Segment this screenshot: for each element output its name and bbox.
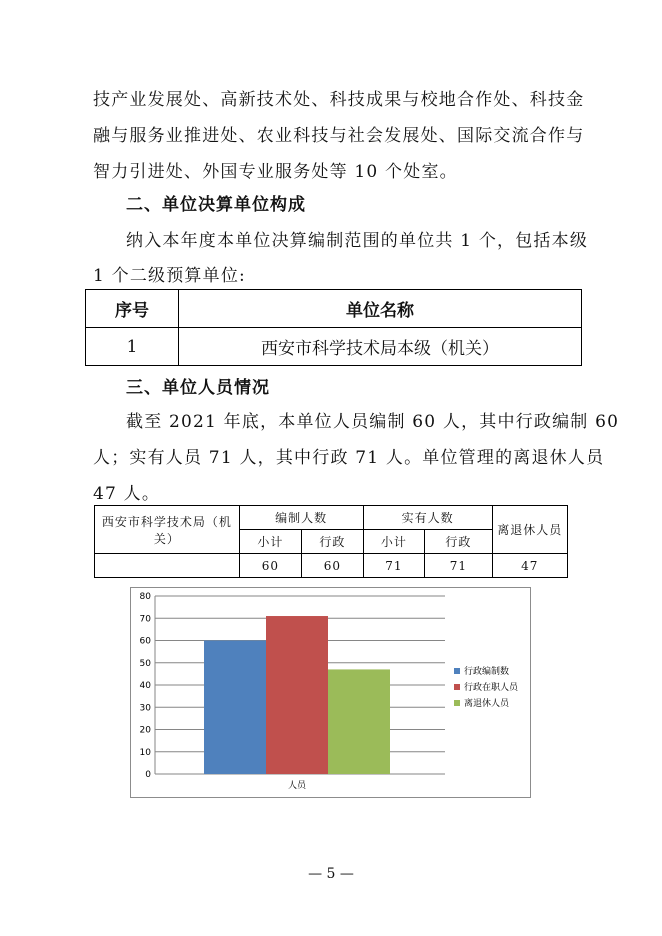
unit-table [85, 289, 582, 366]
bar-3 [328, 669, 390, 774]
bar-2 [266, 616, 328, 774]
y-tick-label: 0 [145, 770, 151, 780]
staff-bar-chart [130, 587, 531, 798]
col-header-establishment: 编制人数 [239, 506, 363, 530]
legend-swatch [454, 668, 460, 674]
cell-value: 71 [363, 554, 425, 578]
unit-name-line: 关） [153, 531, 180, 546]
legend-label: 离退休人员 [464, 699, 510, 709]
section2-heading: 二、单位决算单位构成 [126, 195, 306, 215]
table-row [95, 554, 568, 578]
y-tick-label: 80 [139, 592, 151, 602]
sub-header-subtotal: 小计 [363, 530, 425, 554]
sub-header-subtotal: 小计 [239, 530, 302, 554]
y-tick-label: 60 [139, 636, 151, 647]
y-tick-label: 50 [139, 658, 151, 669]
cell-value: 47 [492, 554, 567, 578]
intro-line: 技产业发展处、高新技术处、科技成果与校地合作处、科技金 [93, 90, 585, 110]
cell-value: 71 [425, 554, 492, 578]
cell-value: 60 [239, 554, 302, 578]
col-header-actual: 实有人数 [363, 506, 492, 530]
section3-text-line: 47 人。 [93, 484, 161, 504]
section3-text-line: 截至 2021 年底，本单位人员编制 60 人，其中行政编制 60 [126, 412, 620, 432]
section3-text-line: 人；实有人员 71 人，其中行政 71 人。单位管理的离退休人员 [93, 448, 605, 468]
section2-text-line: 纳入本年度本单位决算编制范围的单位共 1 个，包括本级 [126, 231, 589, 251]
cell-value: 60 [302, 554, 364, 578]
sub-header-admin: 行政 [302, 530, 364, 554]
cell-unit-name [95, 506, 240, 554]
y-tick-label: 40 [139, 681, 151, 691]
legend-swatch [454, 684, 460, 690]
unit-name-line: 西安市科学技术局（机 [101, 514, 232, 529]
x-category-label: 人员 [287, 781, 307, 791]
sub-header-admin: 行政 [425, 530, 492, 554]
page-number: — 5 — [308, 866, 354, 882]
section2-text-line: 1 个二级预算单位: [93, 266, 246, 286]
intro-paragraph [93, 82, 583, 190]
col-header-name: 单位名称 [179, 290, 582, 328]
legend-label: 行政在职人员 [464, 683, 519, 693]
table-header-row [95, 506, 568, 530]
bar-1 [204, 641, 266, 775]
col-header-no: 序号 [86, 290, 179, 328]
staff-table [94, 505, 568, 578]
y-tick-label: 20 [139, 725, 151, 736]
y-tick-label: 70 [139, 614, 151, 625]
section3-heading: 三、单位人员情况 [126, 378, 270, 398]
cell-name: 西安市科学技术局本级（机关） [179, 328, 582, 366]
col-header-retired: 离退休人员 [492, 506, 567, 554]
cell-no: 1 [86, 328, 179, 366]
y-tick-label: 10 [139, 747, 151, 758]
table-header-row [86, 290, 582, 328]
intro-line: 智力引进处、外国专业服务处等 10 个处室。 [93, 162, 458, 182]
chart-svg [131, 588, 530, 797]
table-row [86, 328, 582, 366]
intro-line: 融与服务业推进处、农业科技与社会发展处、国际交流合作与 [93, 126, 585, 146]
legend-label: 行政编制数 [464, 667, 510, 677]
legend-swatch [454, 700, 460, 706]
cell-empty [95, 554, 240, 578]
y-tick-label: 30 [139, 703, 151, 714]
